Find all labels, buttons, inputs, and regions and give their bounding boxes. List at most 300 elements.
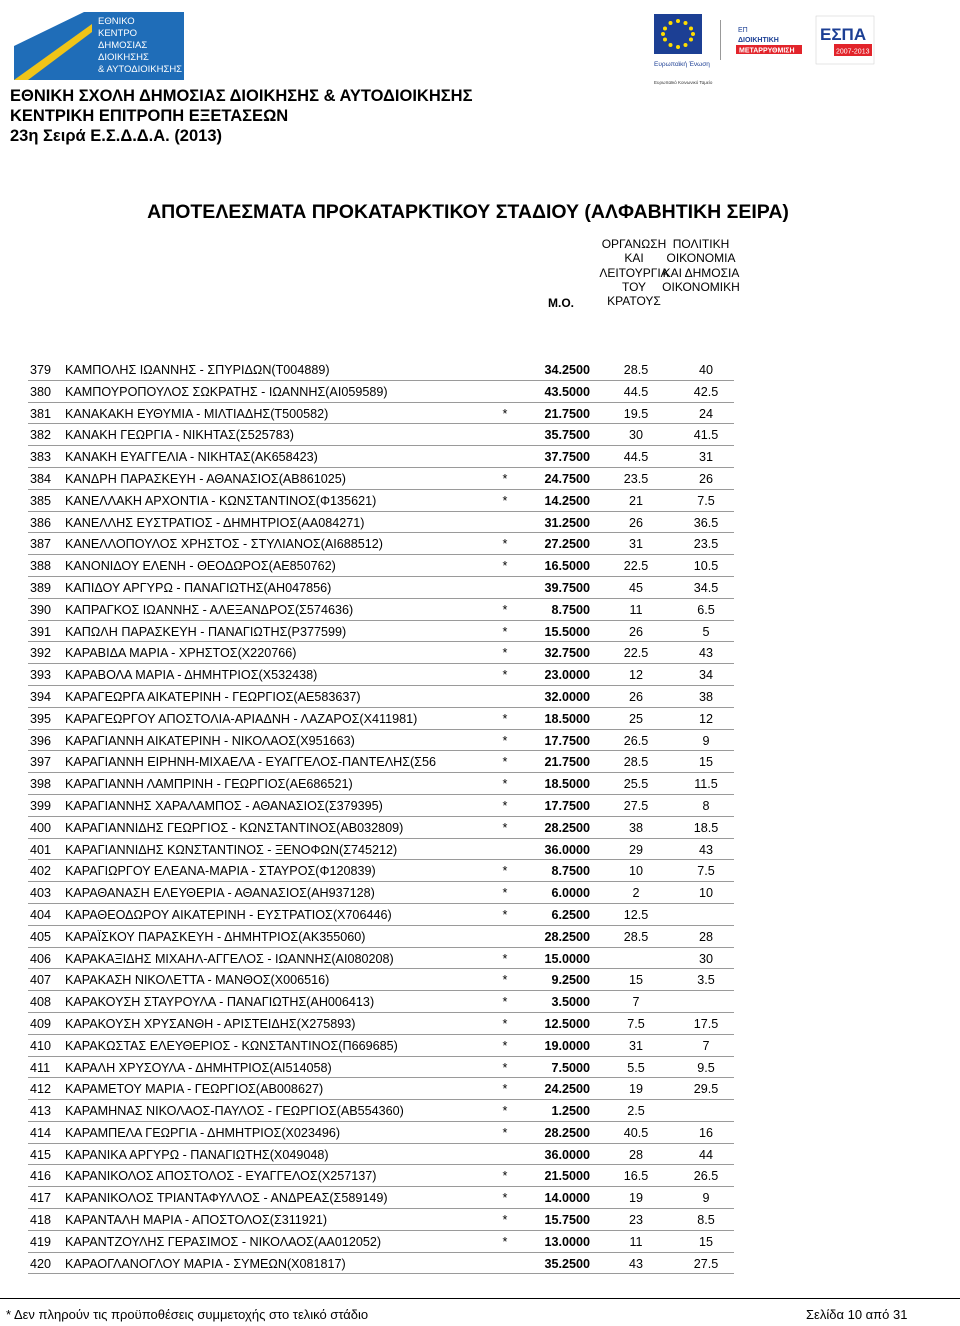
row-number: 415	[30, 1147, 52, 1162]
table-row	[28, 751, 734, 773]
score-economy: 29.5	[693, 1082, 719, 1097]
row-number: 405	[30, 929, 52, 944]
col-b-line-3: ΟΙΚΟΝΟΜΙΚΗ	[662, 279, 740, 294]
row-number: 388	[30, 559, 52, 574]
score-organization: 43	[628, 1256, 643, 1271]
score-economy: 9	[702, 1191, 710, 1206]
candidate-name: ΚΑΡΑΓΙΩΡΓΟΥ ΕΛΕΑΝΑ-ΜΑΡΙΑ - ΣΤΑΥΡΟΣ(Φ120839)	[65, 864, 376, 879]
page-title: ΑΠΟΤΕΛΕΣΜΑΤΑ ΠΡΟΚΑΤΑΡΚΤΙΚΟΥ ΣΤΑΔΙΟΥ (ΑΛΦΑΒΗΤΙΚΗ ΣΕΙΡΑ)	[147, 201, 789, 223]
row-number: 383	[30, 450, 52, 465]
score-economy: 8	[702, 798, 710, 813]
score-economy: 17.5	[693, 1016, 719, 1031]
row-number: 409	[30, 1016, 52, 1031]
score-organization: 25	[628, 711, 643, 726]
row-number: 379	[30, 363, 52, 377]
score-organization: 12.5	[623, 907, 649, 922]
row-number: 394	[30, 689, 52, 704]
table-row	[28, 1253, 734, 1275]
ineligible-mark: *	[502, 1104, 508, 1119]
row-number: 396	[30, 733, 52, 748]
score-organization: 26	[628, 515, 643, 530]
average-score: 35.7500	[544, 428, 590, 443]
table-row	[28, 642, 734, 664]
footer-note: * Δεν πληρούν τις προϋποθέσεις συμμετοχής στο τελικό στάδιο	[6, 1307, 369, 1322]
candidate-name: ΚΑΠΡΑΓΚΟΣ ΙΩΑΝΝΗΣ - ΑΛΕΞΑΝΔΡΟΣ(Σ574636)	[65, 602, 354, 617]
row-number: 380	[30, 384, 52, 399]
table-row	[28, 1078, 734, 1100]
average-score: 35.2500	[544, 1256, 590, 1271]
row-number: 382	[30, 428, 52, 443]
row-number: 387	[30, 537, 52, 552]
ineligible-mark: *	[502, 864, 508, 879]
score-organization: 25.5	[623, 777, 649, 792]
table-row	[28, 817, 734, 839]
row-number: 384	[30, 471, 52, 486]
row-number: 386	[30, 515, 52, 530]
ineligible-mark: *	[502, 777, 508, 792]
average-score: 13.0000	[544, 1234, 590, 1249]
row-number: 397	[30, 755, 52, 770]
ineligible-mark: *	[502, 1234, 508, 1249]
row-number: 416	[30, 1169, 52, 1184]
footer-divider	[0, 1298, 960, 1299]
row-number: 385	[30, 493, 52, 508]
score-organization: 21	[628, 493, 643, 508]
row-number: 399	[30, 798, 52, 813]
ineligible-mark: *	[502, 755, 508, 770]
score-economy: 40	[698, 363, 713, 377]
average-score: 43.5000	[544, 384, 590, 399]
candidate-name: ΚΑΡΑΒΟΛΑ ΜΑΡΙΑ - ΔΗΜΗΤΡΙΟΣ(Χ532438)	[65, 668, 318, 683]
average-score: 8.7500	[551, 864, 590, 879]
logo-left-line-0: ΕΘΝΙΚΟ	[98, 16, 135, 27]
average-score: 18.5000	[544, 711, 590, 726]
average-score: 28.2500	[544, 820, 590, 835]
ineligible-mark: *	[502, 493, 508, 508]
ineligible-mark: *	[502, 537, 508, 552]
candidate-name: ΚΑΡΑΚΩΣΤΑΣ ΕΛΕΥΘΕΡΙΟΣ - ΚΩΝΣΤΑΝΤΙΝΟΣ(Π669685)	[65, 1038, 398, 1053]
average-score: 17.7500	[544, 798, 590, 813]
score-economy: 9.5	[697, 1060, 715, 1075]
score-economy: 31	[698, 450, 713, 465]
row-number: 395	[30, 711, 52, 726]
table-row	[28, 490, 734, 512]
ineligible-mark: *	[502, 886, 508, 901]
ineligible-mark: *	[502, 995, 508, 1010]
table-row	[28, 621, 734, 643]
average-score: 18.5000	[544, 777, 590, 792]
average-score: 12.5000	[544, 1016, 590, 1031]
score-organization: 31	[628, 537, 643, 552]
score-economy: 26.5	[693, 1169, 719, 1184]
score-economy: 9	[702, 733, 710, 748]
candidate-name: ΚΑΝΟΝΙΔΟΥ ΕΛΕΝΗ - ΘΕΟΔΩΡΟΣ(ΑΕ850762)	[65, 559, 336, 574]
results-table	[28, 359, 734, 1274]
table-row	[28, 795, 734, 817]
candidate-name: ΚΑΡΑΒΙΔΑ ΜΑΡΙΑ - ΧΡΗΣΤΟΣ(Χ220766)	[65, 646, 297, 661]
espa-years: 2007-2013	[836, 48, 870, 56]
average-score: 36.0000	[544, 842, 590, 857]
ineligible-mark: *	[502, 646, 508, 661]
op-line-2: ΜΕΤΑΡΡΥΘΜΙΣΗ	[739, 47, 795, 55]
candidate-name: ΚΑΡΑΓΕΩΡΓΟΥ ΑΠΟΣΤΟΛΙΑ-ΑΡΙΑΔΝΗ - ΛΑΖΑΡΟΣ(Χ411981)	[65, 711, 418, 726]
candidate-name: ΚΑΡΑΚΑΣΗ ΝΙΚΟΛΕΤΤΑ - ΜΑΝΘΟΣ(Χ006516)	[65, 973, 330, 988]
candidate-name: ΚΑΡΑΝΤΑΛΗ ΜΑΡΙΑ - ΑΠΟΣΤΟΛΟΣ(Σ311921)	[65, 1213, 328, 1228]
score-organization: 15	[628, 973, 643, 988]
score-organization: 19	[628, 1082, 643, 1097]
table-row	[28, 1100, 734, 1122]
average-score: 28.2500	[544, 929, 590, 944]
candidate-name: ΚΑΡΑΝΙΚΑ ΑΡΓΥΡΩ - ΠΑΝΑΓΙΩΤΗΣ(Χ049048)	[65, 1147, 329, 1162]
ineligible-mark: *	[502, 1191, 508, 1206]
table-row	[28, 969, 734, 991]
ekdda-logo	[14, 6, 184, 80]
eu-caption: Ευρωπαϊκή Ένωση	[654, 61, 710, 68]
average-score: 9.2500	[551, 973, 590, 988]
score-organization: 22.5	[623, 646, 649, 661]
candidate-name: ΚΑΡΑΚΑΞΙΔΗΣ ΜΙΧΑΗΛ-ΑΓΓΕΛΟΣ - ΙΩΑΝΝΗΣ(ΑΙ080208)	[65, 951, 394, 966]
candidate-name: ΚΑΡΑΚΟΥΣΗ ΧΡΥΣΑΝΘΗ - ΑΡΙΣΤΕΙΔΗΣ(Χ275893)	[65, 1016, 356, 1031]
average-score: 15.7500	[544, 1213, 590, 1228]
candidate-name: ΚΑΡΑΪΣΚΟΥ ΠΑΡΑΣΚΕΥΗ - ΔΗΜΗΤΡΙΟΣ(ΑΚ355060)	[65, 929, 366, 944]
average-score: 39.7500	[544, 580, 590, 595]
score-economy: 10	[698, 886, 713, 901]
score-economy: 34	[698, 668, 713, 683]
ineligible-mark: *	[502, 624, 508, 639]
row-number: 406	[30, 951, 52, 966]
ineligible-mark: *	[502, 1125, 508, 1140]
candidate-name: ΚΑΡΑΘΕΟΔΩΡΟΥ ΑΙΚΑΤΕΡΙΝΗ - ΕΥΣΤΡΑΤΙΟΣ(Χ706446)	[65, 907, 392, 922]
score-economy: 15	[698, 1234, 713, 1249]
table-row	[28, 686, 734, 708]
col-b-line-0: ΠΟΛΙΤΙΚΗ	[672, 237, 730, 251]
table-row	[28, 1165, 734, 1187]
candidate-name: ΚΑΡΑΓΙΑΝΝΗΣ ΧΑΡΑΛΑΜΠΟΣ - ΑΘΑΝΑΣΙΟΣ(Σ379395)	[65, 798, 383, 813]
op-line-1: ΔΙΟΙΚΗΤΙΚΗ	[738, 37, 779, 44]
score-economy: 27.5	[693, 1256, 719, 1271]
average-score: 27.2500	[544, 537, 590, 552]
ineligible-mark: *	[502, 1213, 508, 1228]
row-number: 392	[30, 646, 52, 661]
score-economy: 34.5	[693, 580, 719, 595]
score-organization: 28.5	[623, 363, 649, 377]
candidate-name: ΚΑΡΑΓΙΑΝΝΗ ΕΙΡΗΝΗ-ΜΙΧΑΕΛΑ - ΕΥΑΓΓΕΛΟΣ-ΠΑΝΤΕΛΗΣ(Σ56	[65, 755, 436, 770]
candidate-name: ΚΑΡΑΜΕΤΟΥ ΜΑΡΙΑ - ΓΕΩΡΓΙΟΣ(ΑΒ008627)	[65, 1082, 324, 1097]
average-score: 36.0000	[544, 1147, 590, 1162]
score-organization: 11	[629, 1234, 643, 1249]
score-organization: 12	[628, 668, 643, 683]
score-organization: 29	[628, 842, 643, 857]
average-score: 31.2500	[544, 515, 590, 530]
ineligible-mark: *	[502, 668, 508, 683]
header-line-3: 23η Σειρά Ε.Σ.Δ.Δ.Α. (2013)	[10, 127, 223, 145]
candidate-name: ΚΑΡΑΚΟΥΣΗ ΣΤΑΥΡΟΥΛΑ - ΠΑΝΑΓΙΩΤΗΣ(ΑΗ006413)	[65, 995, 375, 1010]
ineligible-mark: *	[502, 1038, 508, 1053]
ineligible-mark: *	[502, 951, 508, 966]
average-score: 32.0000	[544, 689, 590, 704]
table-row	[28, 926, 734, 948]
candidate-name: ΚΑΡΑΓΙΑΝΝΙΔΗΣ ΚΩΝΣΤΑΝΤΙΝΟΣ - ΞΕΝΟΦΩΝ(Σ745212)	[65, 842, 398, 857]
score-economy: 38	[698, 689, 713, 704]
row-number: 420	[30, 1256, 52, 1271]
ineligible-mark: *	[502, 1016, 508, 1031]
candidate-name: ΚΑΡΑΝΙΚΟΛΟΣ ΑΠΟΣΤΟΛΟΣ - ΕΥΑΓΓΕΛΟΣ(Χ257137)	[65, 1169, 377, 1184]
candidate-name: ΚΑΜΠΟΥΡΟΠΟΥΛΟΣ ΣΩΚΡΑΤΗΣ - ΙΩΑΝΝΗΣ(ΑΙ059589)	[65, 384, 388, 399]
ineligible-mark: *	[502, 907, 508, 922]
ineligible-mark: *	[502, 1060, 508, 1075]
table-row	[28, 599, 734, 621]
table-row	[28, 882, 734, 904]
ineligible-mark: *	[502, 1169, 508, 1184]
score-organization: 23.5	[623, 471, 649, 486]
candidate-name: ΚΑΡΑΓΙΑΝΝΗ ΑΙΚΑΤΕΡΙΝΗ - ΝΙΚΟΛΑΟΣ(Χ951663)	[65, 733, 355, 748]
row-number: 400	[30, 820, 52, 835]
row-number: 398	[30, 777, 52, 792]
score-economy: 5	[702, 624, 710, 639]
table-row	[28, 904, 734, 926]
average-score: 1.2500	[551, 1104, 590, 1119]
score-organization: 44.5	[623, 384, 649, 399]
candidate-name: ΚΑΝΑΚΗ ΕΥΑΓΓΕΛΙΑ - ΝΙΚΗΤΑΣ(ΑΚ658423)	[65, 450, 318, 465]
row-number: 419	[30, 1234, 52, 1249]
score-organization: 26	[628, 624, 643, 639]
score-economy: 26	[698, 471, 713, 486]
score-economy: 7.5	[697, 493, 715, 508]
average-score: 15.0000	[544, 951, 590, 966]
score-organization: 26.5	[623, 733, 649, 748]
score-economy: 30	[698, 951, 713, 966]
table-row	[28, 533, 734, 555]
average-score: 21.7500	[544, 755, 590, 770]
row-number: 417	[30, 1191, 52, 1206]
score-organization: 22.5	[623, 559, 649, 574]
score-economy: 23.5	[693, 537, 719, 552]
col-b-line-1: ΟΙΚΟΝΟΜΙΑ	[666, 251, 736, 266]
table-row	[28, 512, 734, 534]
table-row	[28, 1144, 734, 1166]
ineligible-mark: *	[502, 471, 508, 486]
candidate-name: ΚΑΜΠΟΛΗΣ ΙΩΑΝΝΗΣ - ΣΠΥΡΙΔΩΝ(Τ004889)	[65, 363, 330, 377]
score-organization: 30	[628, 428, 643, 443]
col-a-line-2: ΛΕΙΤΟΥΡΓΙΑ	[599, 265, 669, 280]
ineligible-mark: *	[502, 602, 508, 617]
average-score: 21.5000	[544, 1169, 590, 1184]
col-a-line-0: ΟΡΓΑΝΩΣΗ	[601, 237, 667, 251]
row-number: 390	[30, 602, 52, 617]
candidate-name: ΚΑΝΕΛΛΑΚΗ ΑΡΧΟΝΤΙΑ - ΚΩΝΣΤΑΝΤΙΝΟΣ(Φ135621)	[65, 493, 377, 508]
table-row	[28, 1209, 734, 1231]
logo-left-line-4: & ΑΥΤΟΔΙΟΙΚΗΣΗΣ	[98, 64, 183, 75]
average-score: 24.7500	[544, 471, 590, 486]
row-number: 408	[30, 995, 52, 1010]
score-organization: 7	[632, 995, 640, 1010]
score-organization: 40.5	[623, 1125, 649, 1140]
average-score: 8.7500	[551, 602, 590, 617]
score-economy: 7	[702, 1038, 710, 1053]
candidate-name: ΚΑΝΑΚΗ ΓΕΩΡΓΙΑ - ΝΙΚΗΤΑΣ(Σ525783)	[65, 428, 294, 443]
candidate-name: ΚΑΡΑΟΓΛΑΝΟΓΛΟΥ ΜΑΡΙΑ - ΣΥΜΕΩΝ(Χ081817)	[65, 1256, 346, 1271]
col-header-b	[660, 237, 742, 294]
table-row	[28, 1013, 734, 1035]
candidate-name: ΚΑΡΑΘΑΝΑΣΗ ΕΛΕΥΘΕΡΙΑ - ΑΘΑΝΑΣΙΟΣ(ΑΗ937128)	[65, 886, 375, 901]
col-a-line-1: ΚΑΙ	[624, 251, 644, 266]
table-row	[28, 468, 734, 490]
average-score: 6.2500	[551, 907, 590, 922]
eu-subcaption: Ευρωπαϊκό Κοινωνικό Ταμείο	[654, 80, 713, 85]
average-score: 37.7500	[544, 450, 590, 465]
score-economy: 24	[698, 406, 713, 421]
average-score: 6.0000	[551, 886, 590, 901]
table-row	[28, 730, 734, 752]
score-organization: 31	[628, 1038, 643, 1053]
score-economy: 16	[698, 1125, 713, 1140]
row-number: 418	[30, 1213, 52, 1228]
espa-text: ΕΣΠΑ	[820, 25, 867, 44]
score-economy: 3.5	[697, 973, 715, 988]
table-row	[28, 773, 734, 795]
score-economy: 7.5	[697, 864, 715, 879]
score-organization: 5.5	[627, 1060, 645, 1075]
candidate-name: ΚΑΠΙΔΟΥ ΑΡΓΥΡΩ - ΠΑΝΑΓΙΩΤΗΣ(ΑΗ047856)	[65, 580, 332, 595]
score-economy: 43	[698, 842, 713, 857]
table-row	[28, 1035, 734, 1057]
ineligible-mark: *	[502, 820, 508, 835]
score-organization: 19	[628, 1191, 643, 1206]
table-row	[28, 381, 734, 403]
candidate-name: ΚΑΡΑΝΙΚΟΛΟΣ ΤΡΙΑΝΤΑΦΥΛΛΟΣ - ΑΝΔΡΕΑΣ(Σ589149)	[65, 1191, 388, 1206]
table-row	[28, 664, 734, 686]
table-row	[28, 424, 734, 446]
candidate-name: ΚΑΡΑΜΗΝΑΣ ΝΙΚΟΛΑΟΣ-ΠΑΥΛΟΣ - ΓΕΩΡΓΙΟΣ(ΑΒ554360)	[65, 1104, 404, 1119]
header-line-2: ΚΕΝΤΡΙΚΗ ΕΠΙΤΡΟΠΗ ΕΞΕΤΑΣΕΩΝ	[10, 107, 289, 125]
score-organization: 28.5	[623, 929, 649, 944]
score-organization: 28	[628, 1147, 643, 1162]
score-organization: 2.5	[627, 1104, 645, 1119]
score-organization: 19.5	[623, 406, 649, 421]
ineligible-mark: *	[502, 559, 508, 574]
row-number: 404	[30, 907, 52, 922]
score-organization: 38	[628, 820, 643, 835]
score-organization: 16.5	[623, 1169, 649, 1184]
row-number: 414	[30, 1125, 52, 1140]
ineligible-mark: *	[502, 798, 508, 813]
table-row	[28, 860, 734, 882]
candidate-name: ΚΑΠΩΛΗ ΠΑΡΑΣΚΕΥΗ - ΠΑΝΑΓΙΩΤΗΣ(Ρ377599)	[65, 624, 347, 639]
eu-espa-logos	[650, 12, 880, 90]
row-number: 411	[30, 1060, 51, 1075]
candidate-name: ΚΑΝΕΛΛΗΣ ΕΥΣΤΡΑΤΙΟΣ - ΔΗΜΗΤΡΙΟΣ(ΑΑ084271)	[65, 515, 365, 530]
score-organization: 2	[632, 886, 640, 901]
score-organization: 7.5	[627, 1016, 645, 1031]
table-row	[28, 577, 734, 599]
logo-left-line-1: ΚΕΝΤΡΟ	[98, 28, 138, 39]
ineligible-mark: *	[502, 1082, 508, 1097]
row-number: 401	[30, 842, 52, 857]
candidate-name: ΚΑΡΑΓΕΩΡΓΑ ΑΙΚΑΤΕΡΙΝΗ - ΓΕΩΡΓΙΟΣ(ΑΕ583637)	[65, 689, 361, 704]
table-row	[28, 359, 734, 381]
average-score: 3.5000	[551, 995, 590, 1010]
score-organization: 28.5	[623, 755, 649, 770]
row-number: 389	[30, 580, 52, 595]
logo-left-line-2: ΔΗΜΟΣΙΑΣ	[98, 40, 148, 51]
score-organization: 11	[629, 602, 643, 617]
score-economy: 12	[698, 711, 713, 726]
average-score: 21.7500	[544, 406, 590, 421]
average-score: 16.5000	[544, 559, 590, 574]
table-row	[28, 1057, 734, 1079]
score-economy: 10.5	[693, 559, 719, 574]
candidate-name: ΚΑΡΑΓΙΑΝΝΗ ΛΑΜΠΡΙΝΗ - ΓΕΩΡΓΙΟΣ(ΑΕ686521)	[65, 777, 353, 792]
score-economy: 28	[698, 929, 713, 944]
ineligible-mark: *	[502, 711, 508, 726]
score-organization: 27.5	[623, 798, 649, 813]
score-economy: 41.5	[693, 428, 719, 443]
row-number: 407	[30, 973, 52, 988]
score-organization: 26	[628, 689, 643, 704]
table-row	[28, 446, 734, 468]
row-number: 412	[30, 1082, 52, 1097]
logo-left-line-3: ΔΙΟΙΚΗΣΗΣ	[98, 52, 149, 63]
candidate-name: ΚΑΝΕΛΛΟΠΟΥΛΟΣ ΧΡΗΣΤΟΣ - ΣΤΥΛΙΑΝΟΣ(ΑΙ688512)	[65, 537, 383, 552]
col-b-line-2: ΚΑΙ ΔΗΜΟΣΙΑ	[662, 265, 740, 280]
candidate-name: ΚΑΡΑΓΙΑΝΝΙΔΗΣ ΓΕΩΡΓΙΟΣ - ΚΩΝΣΤΑΝΤΙΝΟΣ(ΑΒ032809)	[65, 820, 404, 835]
col-a-line-3: ΤΟΥ	[621, 279, 647, 294]
average-score: 14.2500	[544, 493, 590, 508]
ineligible-mark: *	[502, 973, 508, 988]
average-score: 17.7500	[544, 733, 590, 748]
average-score: 7.5000	[551, 1060, 590, 1075]
score-organization: 44.5	[623, 450, 649, 465]
row-number: 410	[30, 1038, 52, 1053]
table-row	[28, 991, 734, 1013]
score-economy: 44	[698, 1147, 713, 1162]
average-score: 24.2500	[544, 1082, 590, 1097]
table-row	[28, 839, 734, 861]
score-organization: 23	[628, 1213, 643, 1228]
candidate-name: ΚΑΡΑΛΗ ΧΡΥΣΟΥΛΑ - ΔΗΜΗΤΡΙΟΣ(ΑΙ514058)	[65, 1060, 332, 1075]
score-economy: 43	[698, 646, 713, 661]
average-score: 28.2500	[544, 1125, 590, 1140]
table-row	[28, 1122, 734, 1144]
row-number: 393	[30, 668, 52, 683]
row-number: 391	[30, 624, 52, 639]
score-organization: 10	[628, 864, 643, 879]
col-a-line-4: ΚΡΑΤΟΥΣ	[607, 294, 661, 309]
average-score: 23.0000	[544, 668, 590, 683]
score-economy: 18.5	[693, 820, 719, 835]
candidate-name: ΚΑΡΑΜΠΕΛΑ ΓΕΩΡΓΙΑ - ΔΗΜΗΤΡΙΟΣ(Χ023496)	[65, 1125, 341, 1140]
average-score: 15.5000	[544, 624, 590, 639]
col-header-mo: Μ.Ο.	[548, 296, 574, 310]
average-score: 34.2500	[544, 363, 590, 377]
row-number: 413	[30, 1104, 52, 1119]
header-line-1: ΕΘΝΙΚΗ ΣΧΟΛΗ ΔΗΜΟΣΙΑΣ ΔΙΟΙΚΗΣΗΣ & ΑΥΤΟΔΙΟΙΚΗΣΗΣ	[10, 87, 473, 105]
ineligible-mark: *	[502, 733, 508, 748]
table-row	[28, 555, 734, 577]
op-line-0: ΕΠ	[738, 27, 748, 34]
score-economy: 42.5	[693, 384, 719, 399]
table-row	[28, 403, 734, 425]
score-economy: 15	[698, 755, 713, 770]
table-row	[28, 1231, 734, 1253]
candidate-name: ΚΑΝΔΡΗ ΠΑΡΑΣΚΕΥΗ - ΑΘΑΝΑΣΙΟΣ(ΑΒ861025)	[65, 471, 346, 486]
row-number: 403	[30, 886, 52, 901]
score-economy: 6.5	[697, 602, 715, 617]
average-score: 19.0000	[544, 1038, 590, 1053]
table-row	[28, 948, 734, 970]
ineligible-mark: *	[502, 406, 508, 421]
table-row	[28, 1187, 734, 1209]
